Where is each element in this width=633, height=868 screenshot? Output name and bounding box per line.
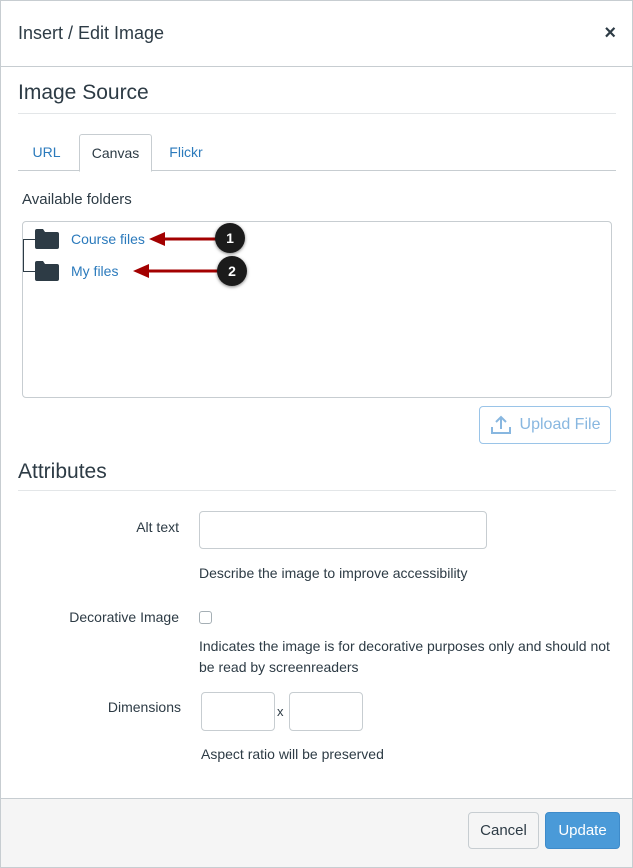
attributes-divider <box>18 490 616 491</box>
close-icon[interactable]: × <box>604 22 616 44</box>
callout-badge-1: 1 <box>215 223 245 253</box>
dimension-width-input[interactable] <box>201 692 275 731</box>
upload-file-label: Upload File <box>519 416 601 433</box>
callout-badge-2: 2 <box>217 256 247 286</box>
dimensions-hint: Aspect ratio will be preserved <box>201 746 384 762</box>
decorative-image-label: Decorative Image <box>69 609 179 625</box>
tree-connector <box>23 239 24 271</box>
tab-url[interactable]: URL <box>32 144 61 160</box>
decorative-image-hint-line2: be read by screenreaders <box>199 659 359 675</box>
upload-icon <box>490 415 512 435</box>
decorative-image-hint-line1: Indicates the image is for decorative purposes only and should not <box>199 638 610 654</box>
folder-tree <box>22 221 612 398</box>
attributes-heading: Attributes <box>18 460 107 483</box>
image-source-divider <box>18 113 616 114</box>
folder-link-my-files[interactable]: My files <box>71 263 119 279</box>
dimension-separator: x <box>277 704 284 719</box>
update-button[interactable]: Update <box>545 812 620 849</box>
image-source-tabs <box>18 134 616 171</box>
dimension-height-input[interactable] <box>289 692 363 731</box>
dimensions-label: Dimensions <box>107 699 181 715</box>
annotation-arrow-1 <box>149 229 219 249</box>
dialog-footer <box>1 798 632 867</box>
folder-link-course-files[interactable]: Course files <box>71 231 145 247</box>
tab-canvas[interactable]: Canvas <box>79 134 152 172</box>
folder-icon <box>35 261 59 281</box>
decorative-image-checkbox[interactable] <box>199 611 212 624</box>
alt-text-input[interactable] <box>199 511 487 549</box>
folder-icon <box>35 229 59 249</box>
annotation-arrow-2 <box>133 261 223 281</box>
cancel-button[interactable]: Cancel <box>468 812 539 849</box>
dialog-title: Insert / Edit Image <box>18 23 165 43</box>
dialog-titlebar <box>1 1 632 67</box>
alt-text-hint: Describe the image to improve accessibility <box>199 565 468 581</box>
alt-text-label: Alt text <box>136 519 179 535</box>
upload-file-button[interactable] <box>479 406 611 444</box>
available-folders-label: Available folders <box>22 191 132 208</box>
image-source-heading: Image Source <box>18 81 149 104</box>
tab-flickr[interactable]: Flickr <box>169 144 203 160</box>
